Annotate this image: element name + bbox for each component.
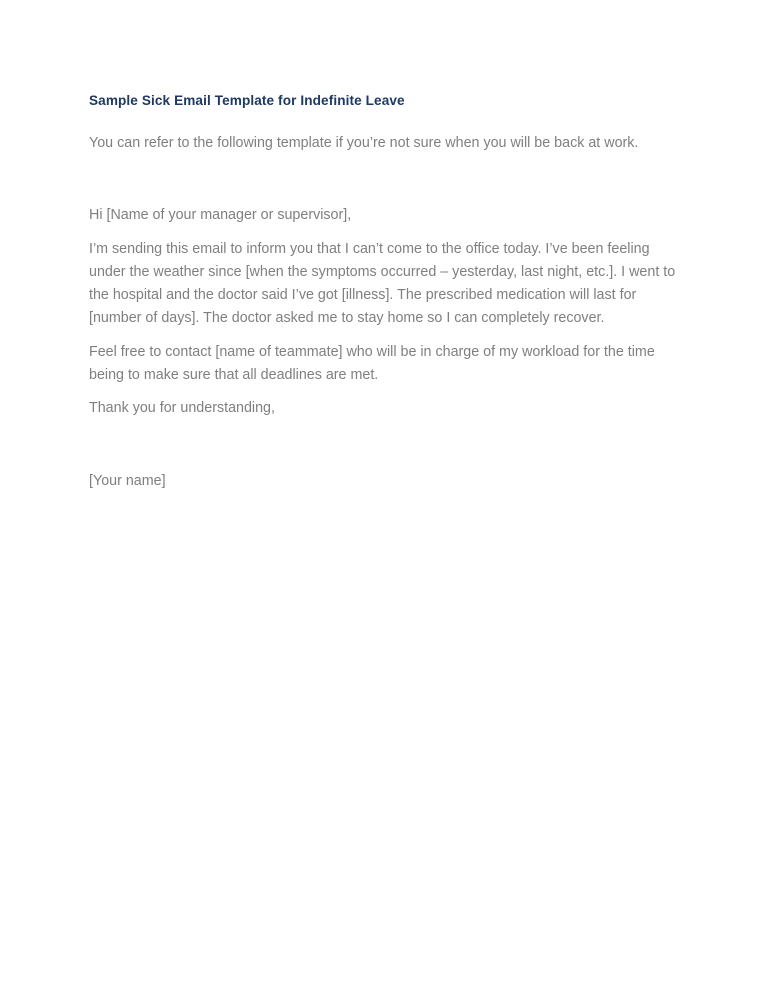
body-paragraph-1: I’m sending this email to inform you that I can’t come to the office today. I’ve been feeling under the weather since [when the symptoms occurred – yesterday, last night, etc.]. I went to the hospital and the doctor said I’ve got [illness]. The prescribed medication will last for [number of days]. The doctor asked me to stay home so I can completely recover.	[89, 240, 676, 327]
body-paragraph-2: Feel free to contact [name of teammate] who will be in charge of my workload for the time being to make sure that all deadlines are met.	[89, 343, 655, 384]
signature-line: [Your name]	[89, 472, 166, 489]
spacer-after-body-1	[89, 331, 681, 341]
spacer-before-greeting	[89, 155, 681, 204]
closing-line: Thank you for understanding,	[89, 400, 275, 417]
spacer-before-signature	[89, 421, 681, 470]
intro-paragraph: You can refer to the following template if you’re not sure when you will be back at work.	[89, 135, 639, 151]
spacer-after-body-2	[89, 387, 681, 397]
spacer-after-greeting	[89, 228, 681, 238]
document-content	[89, 92, 681, 493]
spacer-after-title	[89, 110, 681, 132]
greeting-line: Hi [Name of your manager or supervisor],	[89, 207, 352, 224]
page-title: Sample Sick Email Template for Indefinite Leave	[89, 93, 405, 108]
